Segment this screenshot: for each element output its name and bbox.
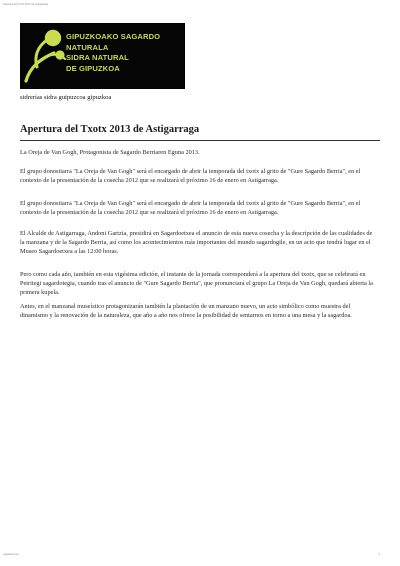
logo-line-1: GIPUZKOAKO SAGARDO: [66, 32, 161, 41]
site-tagline: sidrerías sidra guipuzcoa gipuzkoa: [20, 94, 112, 101]
article-paragraph-6: Antes, en el manzanal museístico protagonizarán también la plantación de un manzano nuevo, un acto simbólico como muestra del dinamismo y la renovación de la naturaleza, que año a año nos ofrece la posibilidad de sentarnos en torno a una mesa y la sagardoa.: [20, 303, 352, 319]
site-logo[interactable]: [20, 23, 185, 89]
article-paragraph-3: El grupo donostiarra "La Oreja de Van Gogh" será el encargado de abrir la temporada del txotx al grito de "Gure Sagardo Berria", en el contexto de la presentación de la cosecha 2012 que se realizará el próximo 16 de enero en Astigarraga.: [20, 200, 361, 216]
print-footer: sagardoa.eus: [3, 553, 19, 556]
logo-line-2: NATURALA: [66, 42, 109, 52]
article-paragraph-5: Pero como cada año, también en esta vigésima edición, el instante de la jornada corresponderá a la apertura del txotx, que se celebrará en Petritegi sagardotegia, cuando tras el anuncio de "Gure Sagardo Berria", que pronunciará el grupo La Oreja de Van Gogh, quedará abierta la primera kupela.: [20, 271, 373, 296]
article-paragraph-2: El grupo donostiarra "La Oreja de Van Gogh" será el encargado de abrir la temporada del txotx al grito de "Gure Sagardo Berria", en el contexto de la presentación de la cosecha 2012 que se realizará el próximo 16 de enero en Astigarraga.: [20, 168, 361, 184]
title-divider: [20, 140, 380, 141]
print-header: Apertura del Txotx 2013 de Astigarraga: [3, 3, 49, 6]
article-paragraph-4: El Alcalde de Astigarraga, Andoni Gartzia, presidirá en Sagardoetxea el anuncio de esta nueva cosecha y la descripción de las cualidades de la manzana y de la Sagardo Berria, así como los acontecimientos más importantes del mundo sagardogile, en un acto que tendrá lugar en el Museo Sagardoetxea a las 12:00 horas.: [20, 230, 373, 255]
logo-line-4: DE GIPUZKOA: [66, 63, 120, 73]
logo-wordmark: [66, 32, 160, 74]
logo-line-3: SIDRA NATURAL: [66, 53, 129, 63]
article-paragraph-1: La Oreja de Van Gogh, Protagonista de Sagardo Berriaren Eguna 2013.: [20, 149, 200, 156]
article-title: Apertura del Txotx 2013 de Astigarraga: [20, 124, 200, 135]
page-number: 1: [378, 553, 380, 556]
